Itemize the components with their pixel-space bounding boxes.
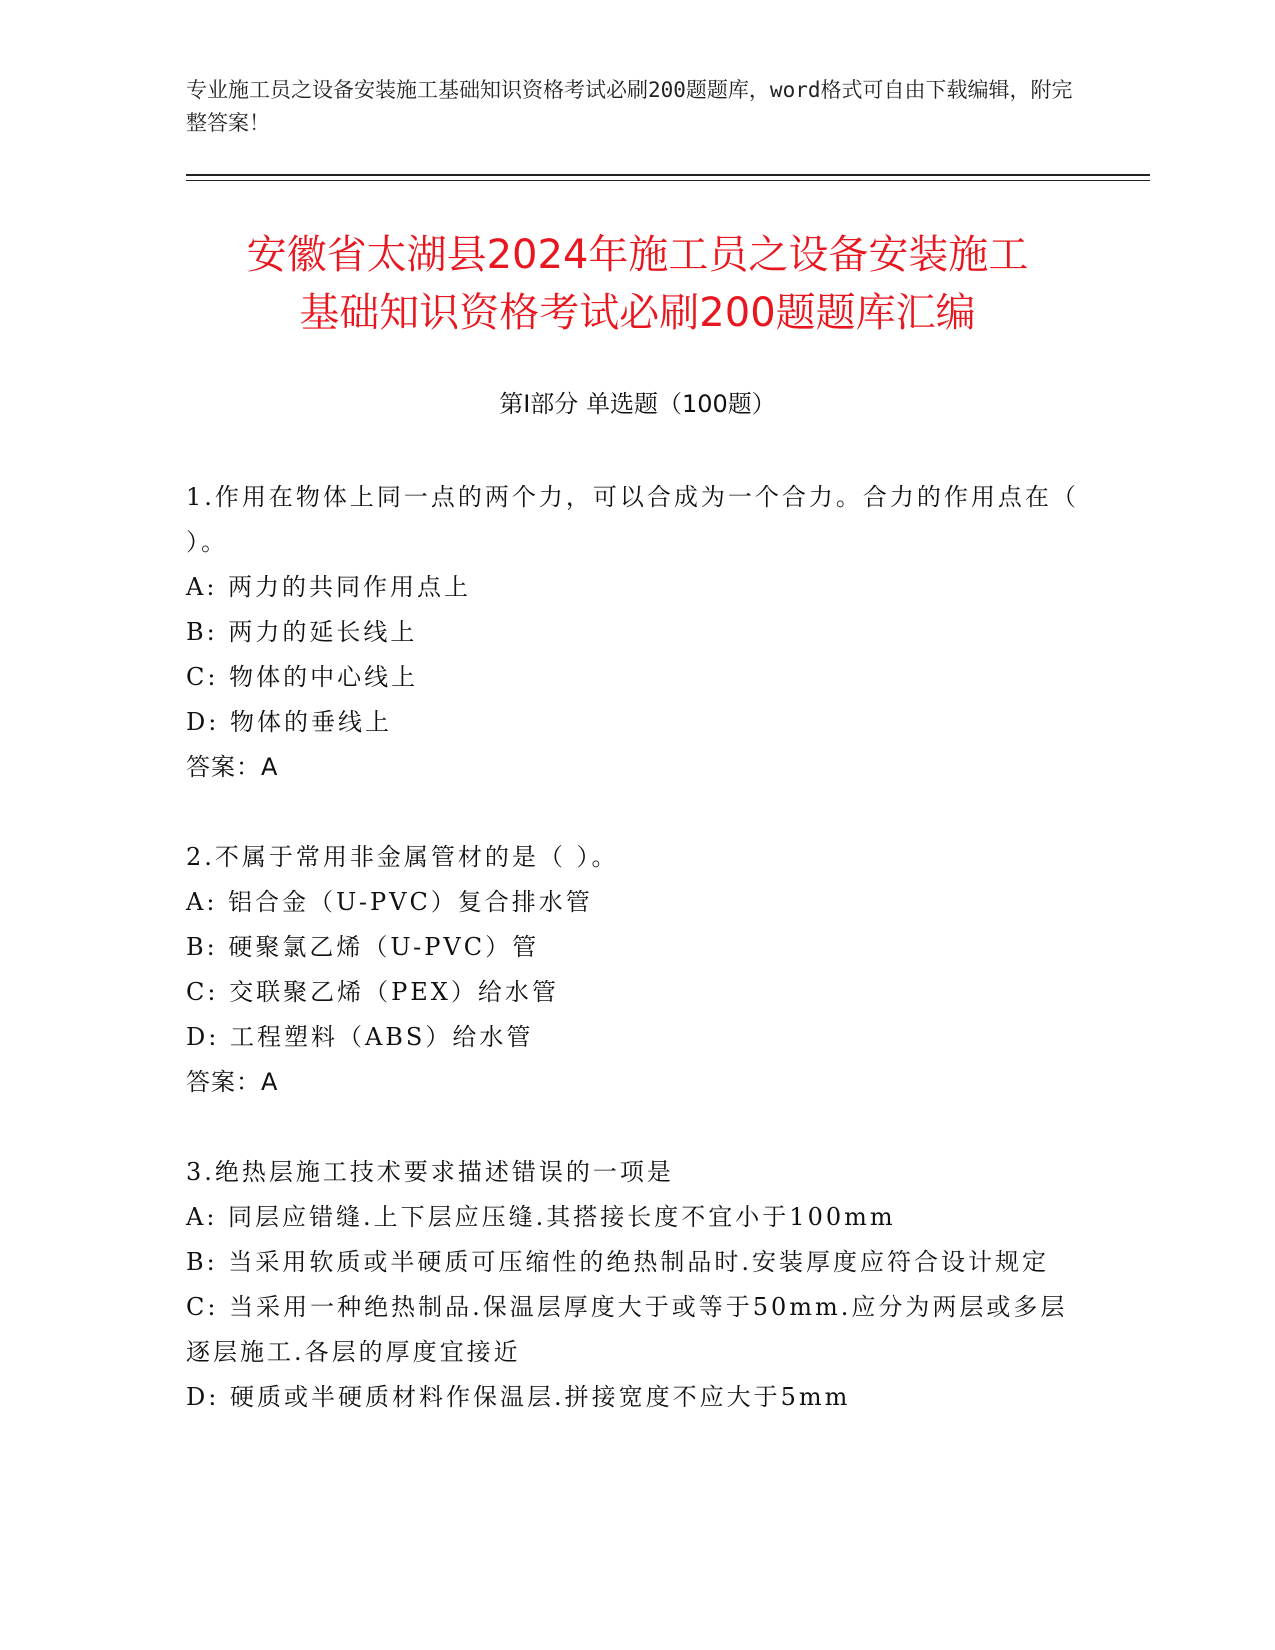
document-title bbox=[150, 226, 1125, 342]
question-stem: 2.不属于常用非金属管材的是（ ）。 bbox=[186, 843, 619, 871]
option-d: D: 工程塑料（ABS）给水管 bbox=[186, 1023, 534, 1051]
header-rule-thick bbox=[186, 174, 1150, 176]
section-heading: 第I部分 单选题（100题） bbox=[499, 390, 776, 418]
question-stem: 3.绝热层施工技术要求描述错误的一项是 bbox=[186, 1158, 674, 1186]
option-b: B: 硬聚氯乙烯（U-PVC）管 bbox=[186, 933, 540, 961]
option-c: C: 物体的中心线上 bbox=[186, 663, 419, 691]
header-note: 专业施工员之设备安装施工基础知识资格考试必刷200题题库，word格式可自由下载编辑，附完整答案！ bbox=[186, 78, 1073, 135]
option-d: D: 物体的垂线上 bbox=[186, 708, 392, 736]
question-list bbox=[186, 475, 1086, 1465]
answer: 答案：A bbox=[186, 753, 279, 781]
title-line-2: 基础知识资格考试必刷200题题库汇编 bbox=[299, 290, 976, 336]
option-b: B: 两力的延长线上 bbox=[186, 618, 418, 646]
question-2 bbox=[186, 835, 1086, 1105]
question-3 bbox=[186, 1150, 1086, 1420]
option-c: C: 当采用一种绝热制品.保温层厚度大于或等于50mm.应分为两层或多层逐层施工.各层的厚度宜接近 bbox=[186, 1293, 1068, 1366]
option-a: A: 铝合金（U-PVC）复合排水管 bbox=[186, 888, 593, 916]
question-stem: 1.作用在物体上同一点的两个力，可以合成为一个合力。合力的作用点在（ ）。 bbox=[186, 483, 1079, 556]
header-rule-thin bbox=[186, 180, 1150, 181]
option-a: A: 同层应错缝.上下层应压缝.其搭接长度不宜小于100mm bbox=[186, 1203, 896, 1231]
question-1 bbox=[186, 475, 1086, 790]
option-a: A: 两力的共同作用点上 bbox=[186, 573, 472, 601]
option-b: B: 当采用软质或半硬质可压缩性的绝热制品时.安装厚度应符合设计规定 bbox=[186, 1248, 1049, 1276]
answer: 答案：A bbox=[186, 1068, 279, 1096]
option-d: D: 硬质或半硬质材料作保温层.拼接宽度不应大于5mm bbox=[186, 1383, 851, 1411]
title-line-1: 安徽省太湖县2024年施工员之设备安装施工 bbox=[246, 232, 1029, 278]
option-c: C: 交联聚乙烯（PEX）给水管 bbox=[186, 978, 559, 1006]
